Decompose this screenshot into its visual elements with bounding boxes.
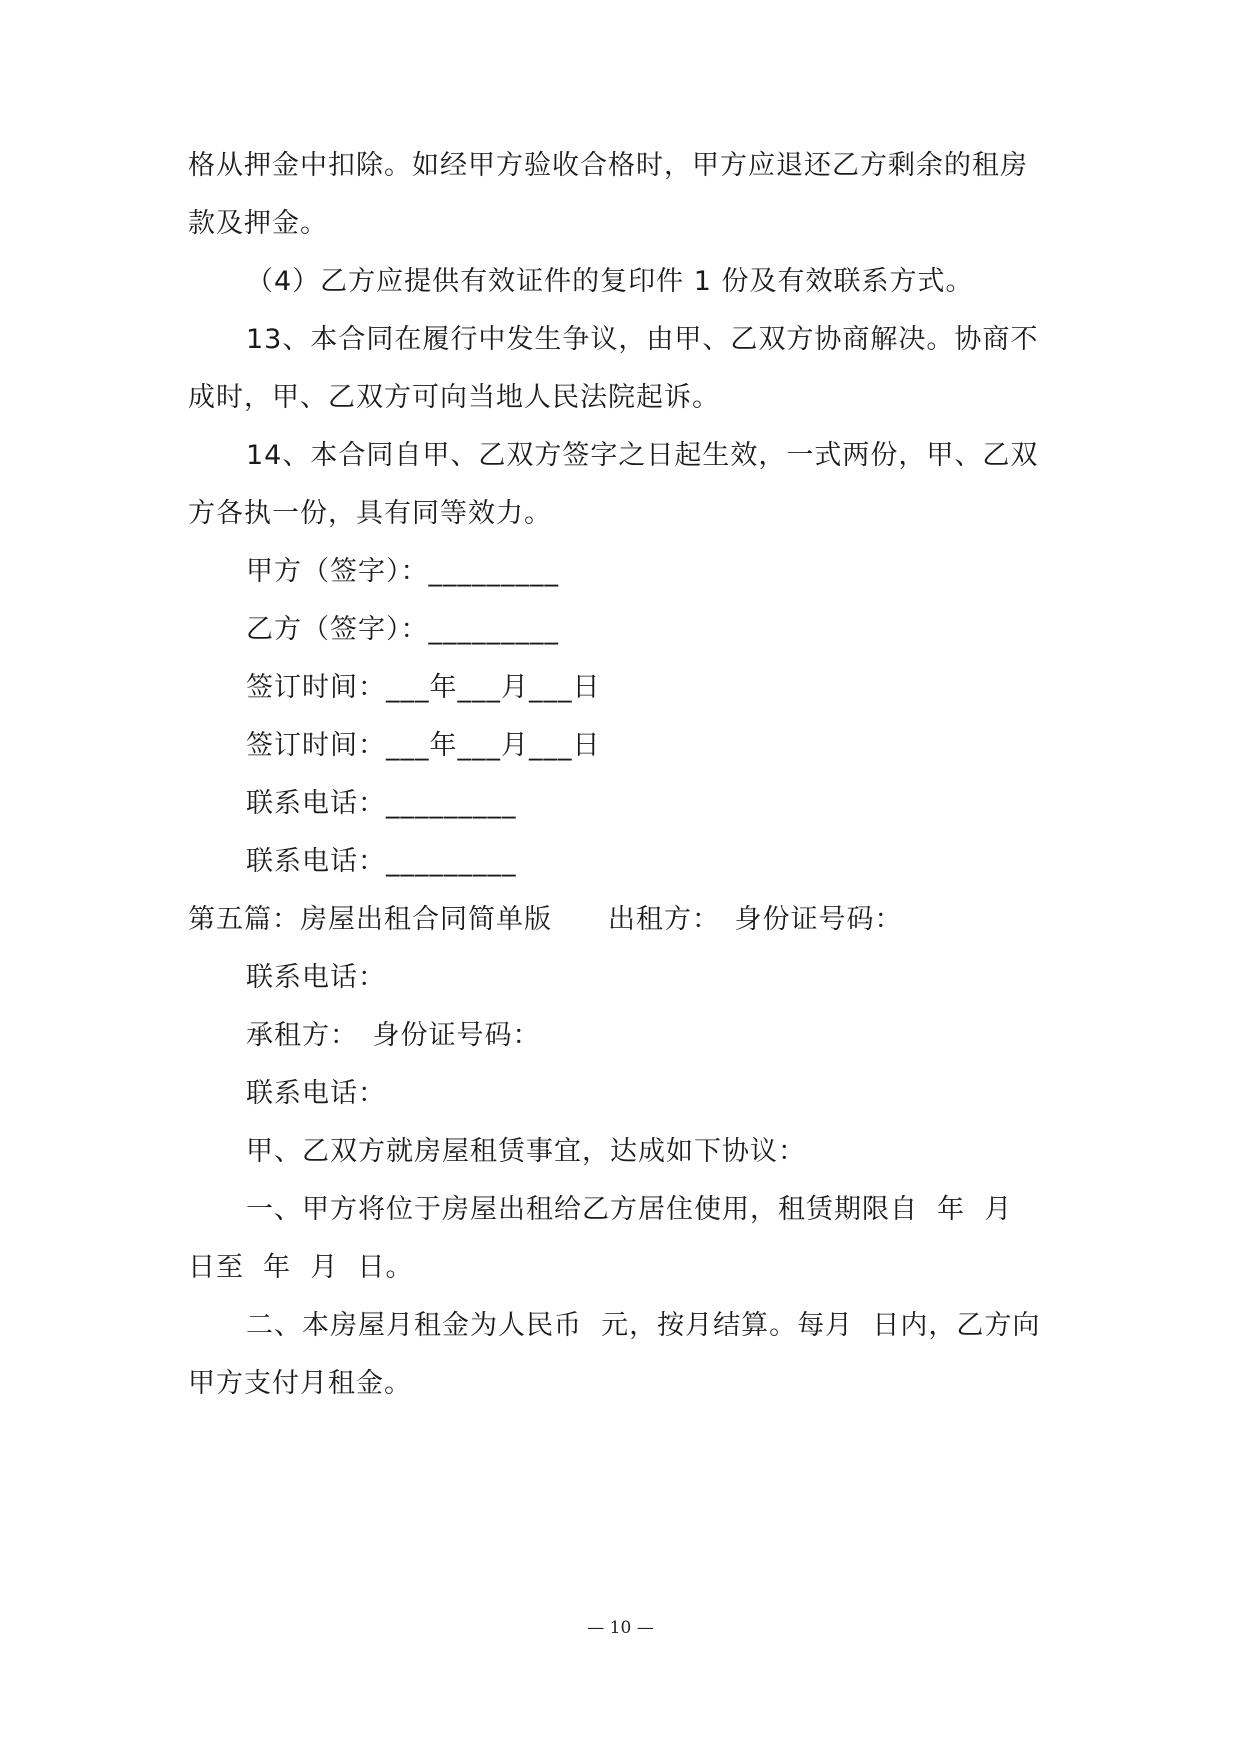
paragraph-line: 日至 年 月 日。 [188, 1252, 414, 1283]
page-number: — 10 — [587, 1618, 654, 1638]
tenant-line: 承租方： 身份证号码： [246, 1020, 541, 1051]
paragraph-line: 一、甲方将位于房屋出租给乙方居住使用，租赁期限自 年 月 [246, 1194, 1013, 1225]
signing-date-line: 签订时间：___年___月___日 [246, 672, 601, 703]
paragraph-line: 款及押金。 [188, 208, 328, 239]
paragraph-line: 方各执一份，具有同等效力。 [188, 498, 552, 529]
signature-line-party-a: 甲方（签字）：_________ [246, 556, 559, 587]
paragraph-line: 甲方支付月租金。 [188, 1368, 412, 1399]
paragraph-line: 13、本合同在履行中发生争议，由甲、乙双方协商解决。协商不 [246, 324, 1039, 355]
contact-phone-line: 联系电话：_________ [246, 788, 517, 819]
contact-phone-line: 联系电话： [246, 1078, 386, 1109]
paragraph-line: 格从押金中扣除。如经甲方验收合格时，甲方应退还乙方剩余的租房 [188, 150, 1028, 181]
section-heading: 第五篇：房屋出租合同简单版 出租方： 身份证号码： [188, 904, 903, 935]
paragraph-line: 14、本合同自甲、乙双方签字之日起生效，一式两份，甲、乙双 [246, 440, 1039, 471]
paragraph-line: 二、本房屋月租金为人民币 元，按月结算。每月 日内，乙方向 [246, 1310, 1041, 1341]
paragraph-line: 成时，甲、乙双方可向当地人民法院起诉。 [188, 382, 720, 413]
signing-date-line: 签订时间：___年___月___日 [246, 730, 601, 761]
contact-phone-line: 联系电话：_________ [246, 846, 517, 877]
signature-line-party-b: 乙方（签字）：_________ [246, 614, 559, 645]
paragraph-line: 甲、乙双方就房屋租赁事宜，达成如下协议： [246, 1136, 806, 1167]
paragraph-line: （4）乙方应提供有效证件的复印件 1 份及有效联系方式。 [246, 266, 974, 297]
contact-phone-line: 联系电话： [246, 962, 386, 993]
